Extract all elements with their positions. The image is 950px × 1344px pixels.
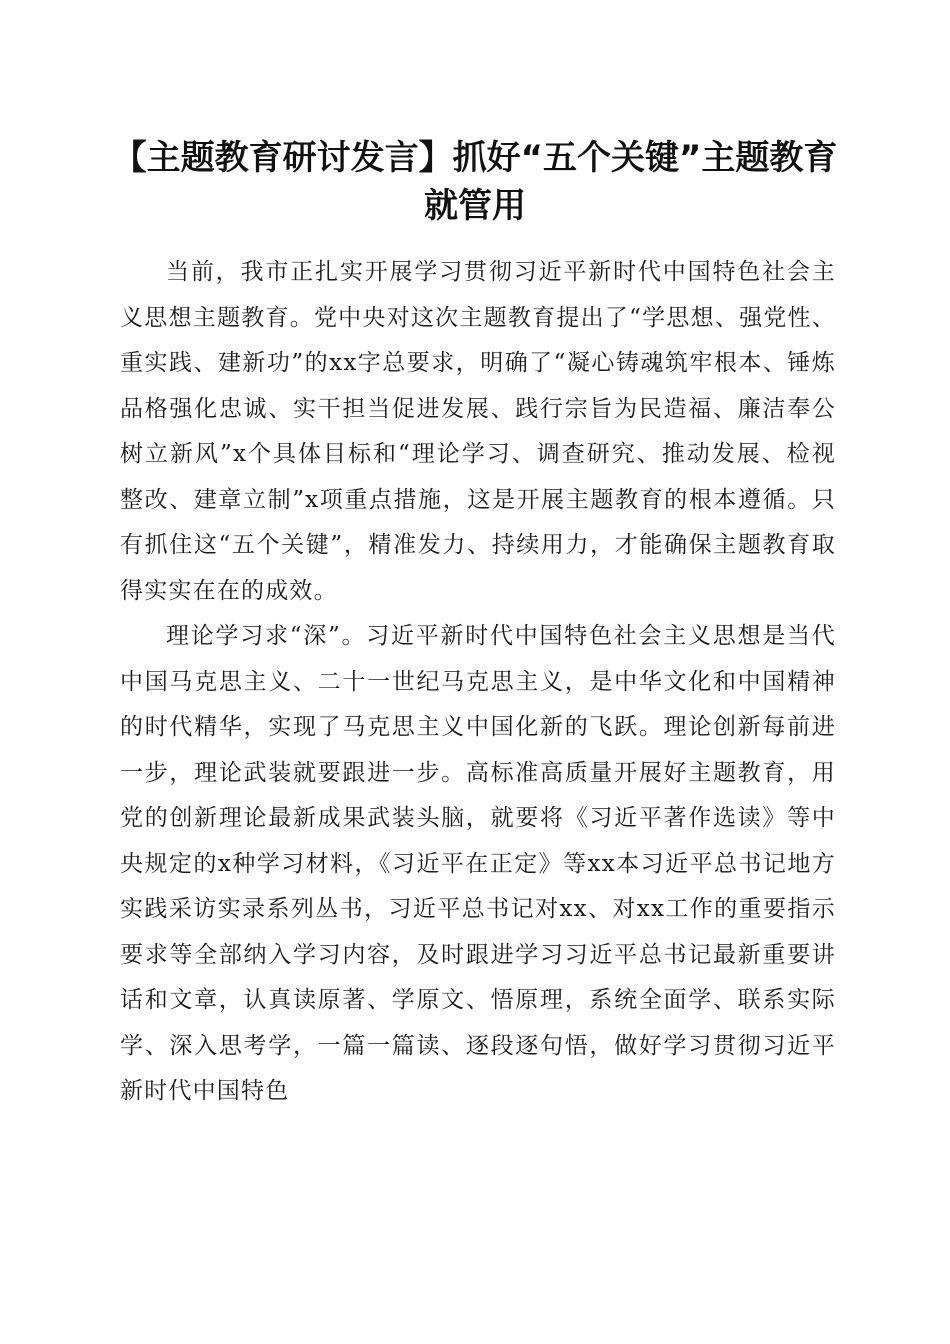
paragraph-theory-study: 理论学习求“深”。习近平新时代中国特色社会主义思想是当代中国马克思主义、二十一世纪马克思主义，是中华文化和中国精神的时代精华，实现了马克思主义中国化新的飞跃。理论创新每前进一步，理论武装就要跟进一步。高标准高质量开展好主题教育，用党的创新理论最新成果武装头脑，就要将《习近平著作选读》等中央规定的x种学习材料，《习近平在正定》等xx本习近平总书记地方实践采访实录系列丛书，习近平总书记对xx、对xx工作的重要指示要求等全部纳入学习内容，及时跟进学习习近平总书记最新重要讲话和文章，认真读原著、学原文、悟原理，系统全面学、联系实际学、深入思考学，一篇一篇读、逐段逐句悟，做好学习贯彻习近平新时代中国特色 bbox=[120, 623, 836, 1104]
paragraph-intro: 当前，我市正扎实开展学习贯彻习近平新时代中国特色社会主义思想主题教育。党中央对这次主题教育提出了“学思想、强党性、重实践、建新功”的xx字总要求，明确了“凝心铸魂筑牢根本、锤炼品格强化忠诚、实干担当促进发展、践行宗旨为民造福、廉洁奉公树立新风”x个具体目标和“理论学习、调查研究、推动发展、检视整改、建章立制”x项重点措施，这是开展主题教育的根本遵循。只有抓住这“五个关键”，精准发力、持续用力，才能确保主题教育取得实实在在的成效。 bbox=[120, 259, 836, 604]
document-title: 【主题教育研讨发言】抓好“五个关键”主题教育就管用 bbox=[112, 138, 838, 226]
document-body bbox=[120, 250, 836, 1115]
